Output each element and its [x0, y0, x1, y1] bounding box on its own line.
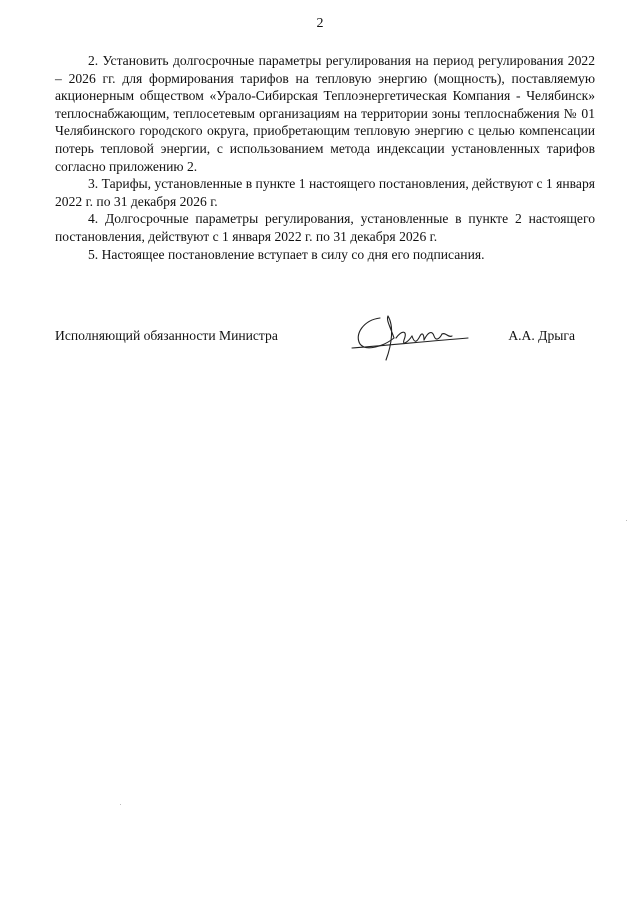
signature-block — [55, 320, 595, 380]
paragraph-3: 3. Тарифы, установленные в пункте 1 настоящего постановления, действуют с 1 января 2022 г. по 31 декабря 2026 г. — [55, 176, 595, 209]
paragraph-4: 4. Долгосрочные параметры регулирования, установленные в пункте 2 настоящего постановления, действуют с 1 января 2022 г. по 31 декабря 2026 г. — [55, 211, 595, 244]
handwritten-signature-icon — [350, 312, 470, 368]
paragraph-5: 5. Настоящее постановление вступает в силу со дня его подписания. — [88, 246, 485, 262]
signatory-name: А.А. Дрыга — [508, 328, 575, 343]
scan-speck — [626, 520, 627, 521]
document-body — [55, 52, 595, 263]
page-number: 2 — [316, 16, 324, 31]
signatory-title: Исполняющий обязанности Министра — [55, 328, 278, 343]
paragraph-2: 2. Установить долгосрочные параметры регулирования на период регулирования 2022 – 2026 гг. для формирования тарифов на тепловую энергию (мощность), поставляемую акционерным обществом «Урало-Сибирская Теплоэнергетическая Компания - Челябинск» теплоснабжающим, теплосетевым организациям на территории зоны теплоснабжения № 01 Челябинского городского округа, приобретающим тепловую энергию с целью компенсации потерь тепловой энергии, с использованием метода индексации установленных тарифов согласно приложению 2. — [55, 53, 595, 174]
scan-speck — [120, 804, 121, 805]
